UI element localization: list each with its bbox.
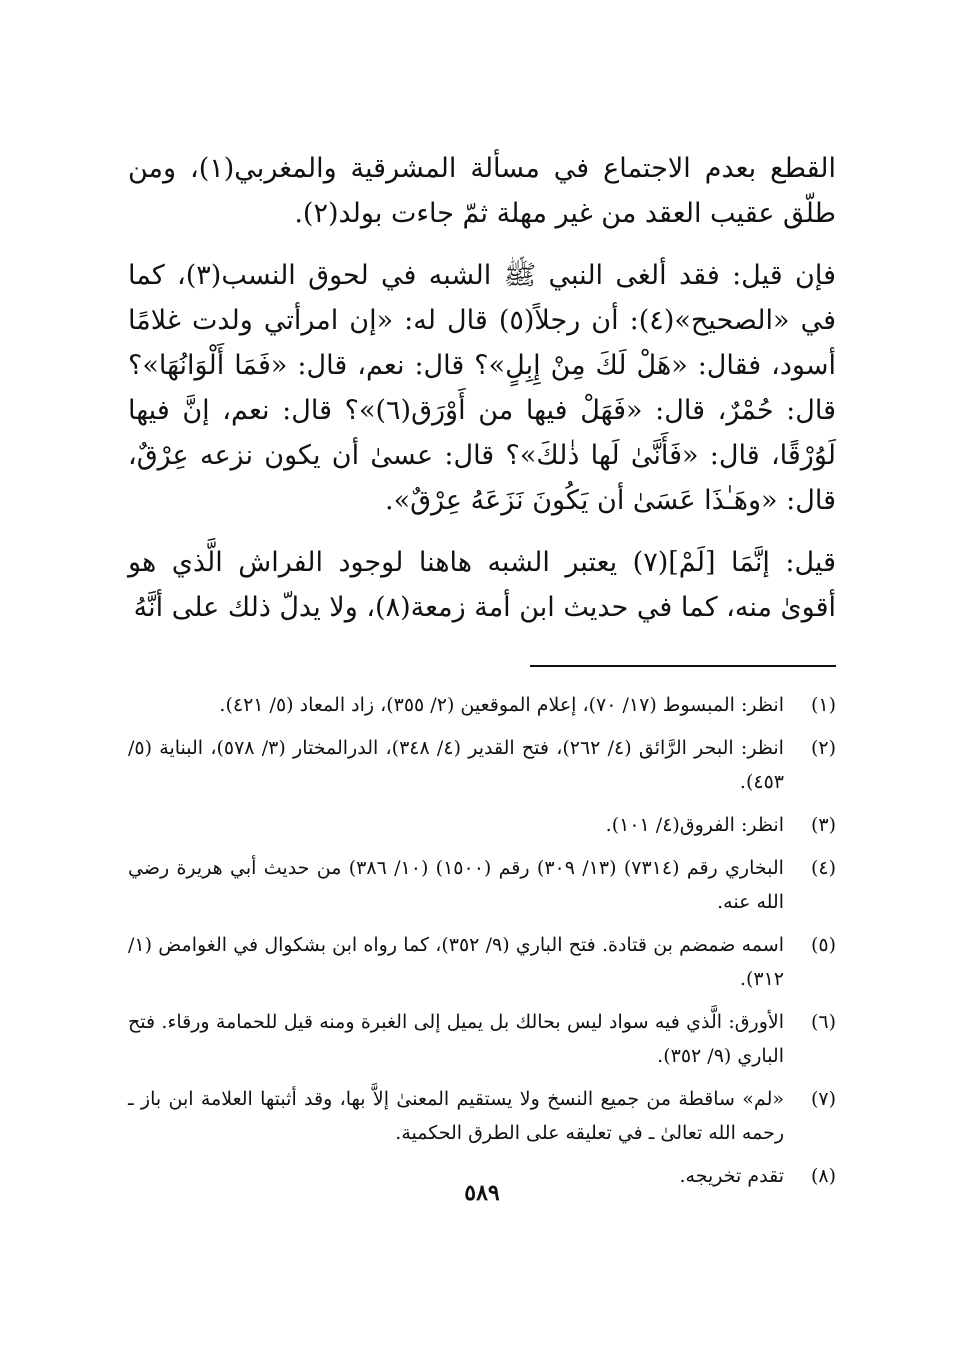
footnote-separator [530,665,836,667]
footnote-text: انظر: المبسوط (١٧/ ٧٠)، إعلام الموقعين (٢/ ٣٥٥)، زاد المعاد (٥/ ٤٢١). [219,694,784,716]
footnote-number: (١) [810,694,836,716]
footnote-number: (٤) [810,857,836,879]
paragraph-3-text: قيل: إنَّمَا [لَمْ](٧) يعتبر الشبه هاهنا لوجود الفراش الَّذي هو أقوىٰ منه، كما في حديث ابن أمة زمعة(٨)، ولا يدلّ ذلك على أنَّهُ [128,547,836,623]
main-text [128,146,836,647]
footnote-number: (٢) [810,737,836,759]
paragraph-2 [128,253,836,523]
footnote-2 [128,731,836,799]
footnote-text: انظر: الفروق(٤/ ١٠١). [605,814,784,836]
footnote-number: (٣) [810,814,836,836]
footnote-1 [128,688,836,722]
footnote-text: «لم» ساقطة من جميع النسخ ولا يستقيم المعنىٰ إلاَّ بها، وقد أثبتها العلامة ابن باز ـ رحمه الله تعالىٰ ـ في تعليقه على الطرق الحكمية. [128,1088,784,1144]
paragraph-2-text: فإن قيل: فقد ألغى النبي ﷺ الشبه في لحوق النسب(٣)، كما في «الصحيح»(٤): أن رجلاً(٥) قال له: «إن امرأتي ولدت غلامًا أسود، فقال: «هَلْ لَكَ مِنْ إِبِلٍ»؟ قال: نعم، قال: «فَمَا أَلْوَانُهَا»؟ قال: حُمْرٌ، قال: «فَهَلْ فيها من أَوْرَق(٦)»؟ قال: نعم، إنَّ فيها لَوُرْقًا، قال: «فَأَنَّىٰ لَها ذٰلكَ»؟ قال: عسىٰ أن يكون نزعه عِرْقٌ، قال: «وهَـٰذَا عَسَىٰ أن يَكُونَ نَزَعَهُ عِرْقٌ». [128,260,836,516]
footnote-number: (٨) [810,1165,836,1187]
footnotes [128,688,836,1202]
footnote-number: (٦) [810,1011,836,1033]
footnote-4 [128,851,836,919]
footnote-text: انظر: البحر الرَّائق (٤/ ٢٦٢)، فتح القدير (٤/ ٣٤٨)، الدرالمختار (٣/ ٥٧٨)، البناية (٥/ ٤٥٣). [128,737,784,793]
page-number: ٥٨٩ [464,1180,500,1206]
footnote-text: الأورق: الَّذي فيه سواد ليس بحالك بل يميل إلى الغبرة ومنه قيل للحمامة ورقاء. فتح الباري (٩/ ٣٥٢). [128,1011,784,1067]
footnote-number: (٧) [810,1088,836,1110]
paragraph-3 [128,540,836,630]
footnote-number: (٥) [810,934,836,956]
footnote-text: تقدم تخريجه. [679,1165,784,1187]
footnote-text: اسمه ضمضم بن قتادة. فتح الباري (٩/ ٣٥٢)، كما رواه ابن بشكوال في الغوامض (١/ ٣١٢). [128,934,784,990]
footnote-7 [128,1082,836,1150]
footnote-6 [128,1005,836,1073]
footnote-5 [128,928,836,996]
paragraph-1-text: القطع بعدم الاجتماع في مسألة المشرقية والمغربي(١)، ومن طلّق عقيب العقد من غير مهلة ثمّ جاءت بولد(٢). [128,153,836,229]
footnote-text: البخاري رقم (٧٣١٤) (١٣/ ٣٠٩) رقم (١٥٠٠) (١٠/ ٣٨٦) من حديث أبي هريرة رضي الله عنه. [128,857,784,913]
paragraph-1 [128,146,836,236]
footnote-3 [128,808,836,842]
